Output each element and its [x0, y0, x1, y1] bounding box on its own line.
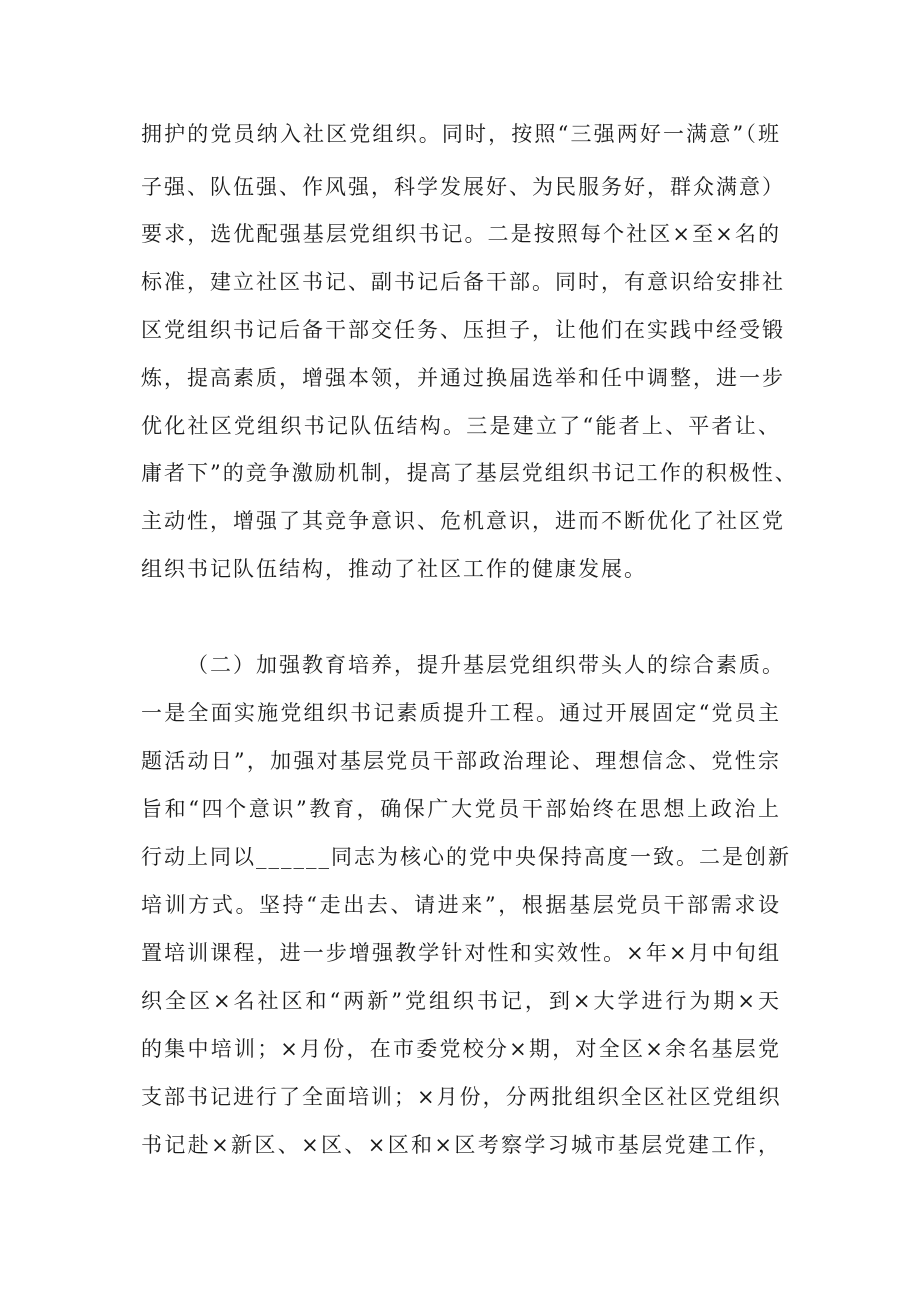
text-line: 要求，选优配强基层党组织书记。二是按照每个社区×至×名的 — [141, 222, 781, 246]
text-line: 区党组织书记后备干部交任务、压担子，让他们在实践中经受锻 — [141, 318, 785, 342]
text-line: 子强、队伍强、作风强，科学发展好、为民服务好，群众满意） — [141, 175, 785, 199]
text-line: 织全区×名社区和“两新”党组织书记，到×大学进行为期×天 — [141, 989, 781, 1013]
text-line: 行动上同以______同志为核心的党中央保持高度一致。二是创新 — [141, 845, 791, 869]
text-line: 的集中培训；×月份，在市委党校分×期，对全区×余名基层党 — [141, 1037, 781, 1061]
text-line: 培训方式。坚持“走出去、请进来”，根据基层党员干部需求设 — [141, 893, 781, 917]
text-line: 题活动日”，加强对基层党员干部政治理论、理想信念、党性宗 — [141, 749, 781, 773]
text-line: 旨和“四个意识”教育，确保广大党员干部始终在思想上政治上 — [141, 797, 781, 821]
text-line: 拥护的党员纳入社区党组织。同时，按照“三强两好一满意”（班 — [141, 122, 781, 146]
text-line: 组织书记队伍结构，推动了社区工作的健康发展。 — [141, 557, 647, 581]
text-line: 优化社区党组织书记队伍结构。三是建立了“能者上、平者让、 — [141, 414, 781, 438]
text-line: 置培训课程，进一步增强教学针对性和实效性。×年×月中旬组 — [141, 941, 781, 965]
text-line: 标准，建立社区书记、副书记后备干部。同时，有意识给安排社 — [141, 270, 785, 294]
text-line: 一是全面实施党组织书记素质提升工程。通过开展固定“党员主 — [141, 701, 781, 725]
section-heading: （二）加强教育培养，提升基层党组织带头人的综合素质。 — [187, 653, 785, 677]
text-line: 书记赴×新区、×区、×区和×区考察学习城市基层党建工作， — [141, 1133, 781, 1157]
text-line: 主动性，增强了其竞争意识、危机意识，进而不断优化了社区党 — [141, 509, 785, 533]
text-line: 庸者下”的竞争激励机制，提高了基层党组织书记工作的积极性、 — [141, 461, 798, 485]
text-line: 炼，提高素质，增强本领，并通过换届选举和任中调整，进一步 — [141, 366, 785, 390]
text-line: 支部书记进行了全面培训；×月份，分两批组织全区社区党组织 — [141, 1085, 782, 1109]
